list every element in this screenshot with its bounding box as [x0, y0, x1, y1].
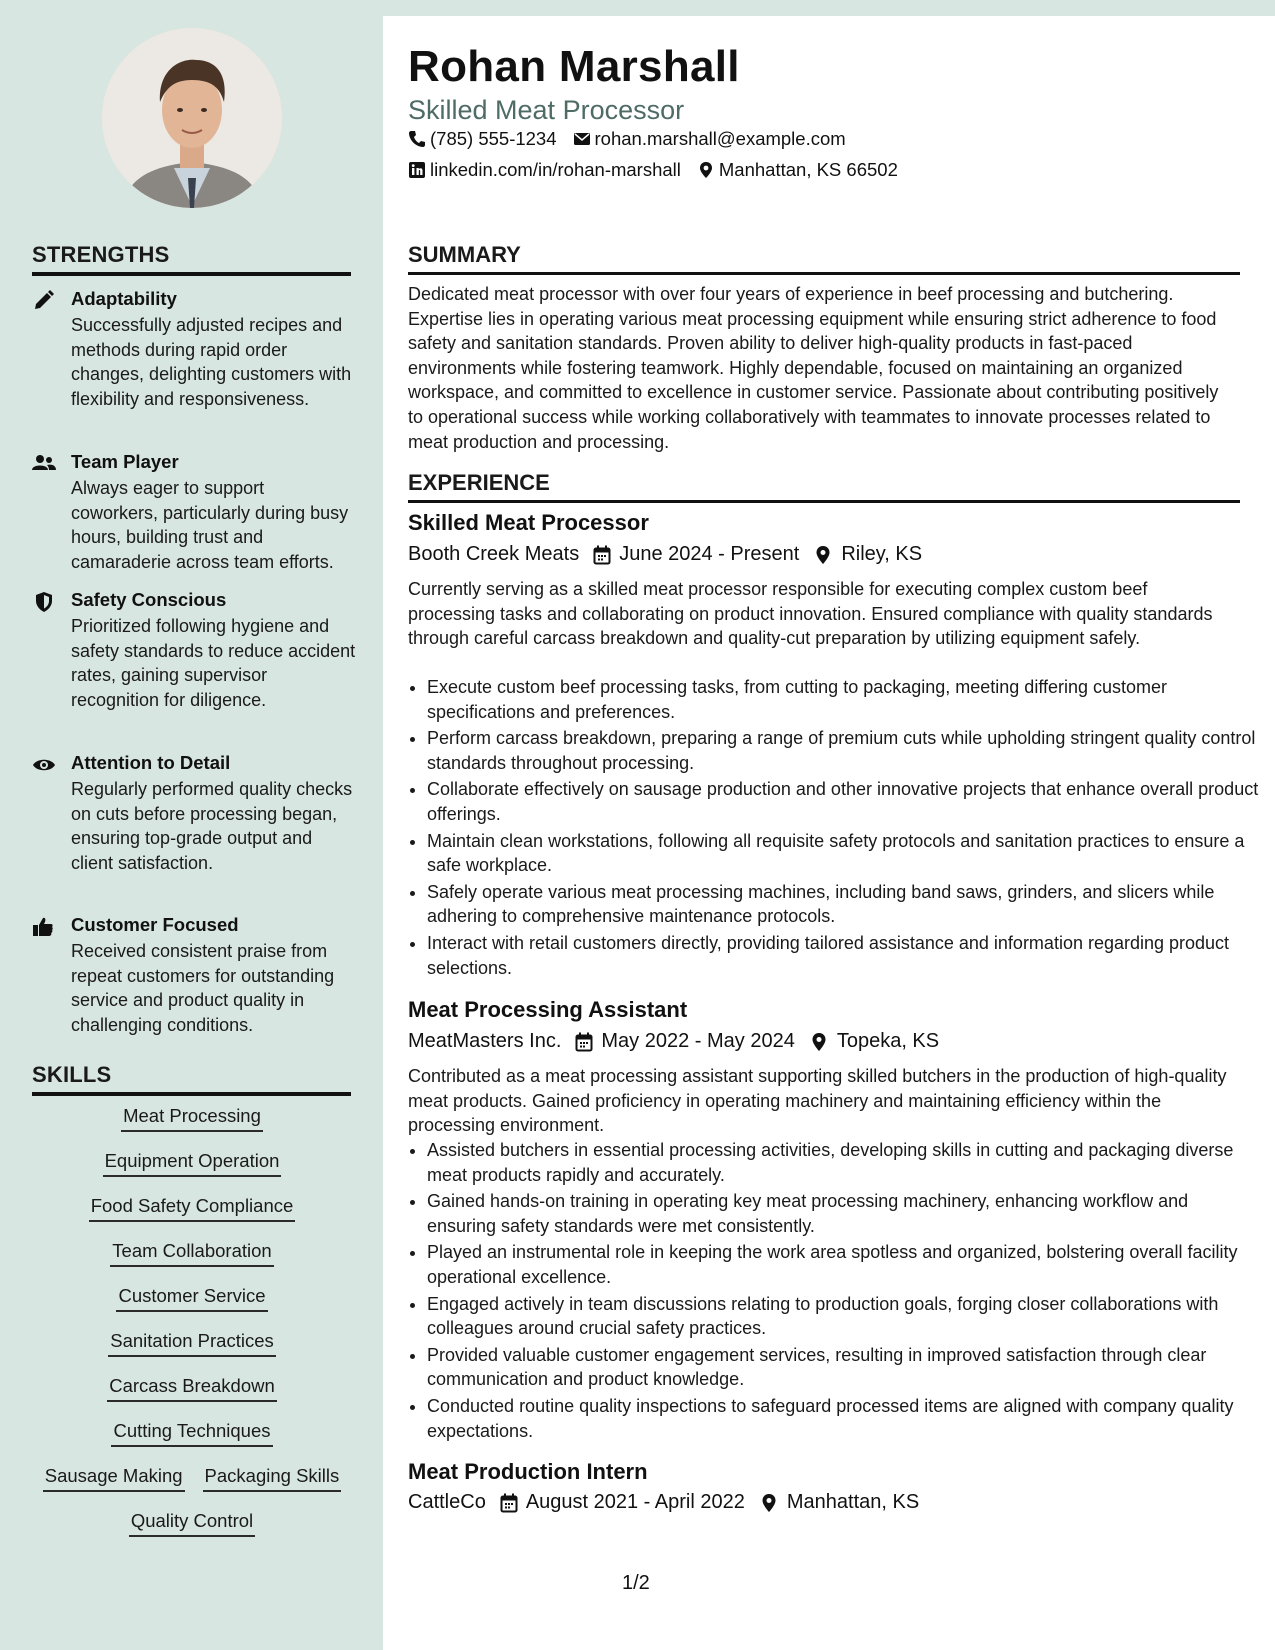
job-dates: May 2022 - May 2024	[601, 1030, 795, 1052]
list-item: • Maintain clean workstations, following all requisite safety protocols and sanitation practices to ensure a safe workplace.	[427, 829, 1259, 878]
summary-text: Dedicated meat processor with over four years of experience in beef processing and butchering. Expertise lies in operating various meat processing equipment while ensuring strict adherence to food safety and sanitation standards. Proven ability to deliver high-quality products in fast-paced environments while fostering teamwork. Highly dependable, focused on maintaining an organized workspace, and committed to excellence in customer service. Passionate about contributing positively to operational success while working collaboratively with teammates to innovate processes related to meat production and processing.	[408, 284, 1219, 452]
summary-heading: SUMMARY	[408, 242, 1240, 275]
strength-desc: Received consistent praise from repeat customers for outstanding service and product quality in challenging conditions.	[71, 941, 335, 1035]
list-item: • Execute custom beef processing tasks, from cutting to packaging, meeting differing customer specifications and preferences.	[427, 675, 1259, 724]
calendar-icon	[575, 1032, 593, 1052]
skill-tag: Equipment Operation	[103, 1149, 282, 1177]
linkedin-icon	[408, 161, 426, 179]
envelope-icon	[573, 130, 591, 148]
strength-desc: Successfully adjusted recipes and methods during rapid order changes, delighting customers with flexibility and responsiveness.	[71, 315, 352, 409]
strength-title: Safety Conscious	[71, 589, 227, 610]
calendar-icon	[593, 545, 611, 565]
list-item: • Assisted butchers in essential processing activities, developing skills in cutting and packaging diverse meat products rapidly and accurately.	[427, 1138, 1259, 1187]
skill-tag: Quality Control	[129, 1509, 255, 1537]
linkedin-link[interactable]: linkedin.com/in/rohan-marshall	[430, 159, 681, 180]
candidate-title: Skilled Meat Processor	[408, 95, 685, 125]
strength-title: Customer Focused	[71, 914, 239, 935]
job-company: MeatMasters Inc.	[408, 1030, 562, 1052]
skills-heading: SKILLS	[32, 1062, 351, 1096]
list-item: • Conducted routine quality inspections to safeguard processed items are aligned with company quality expectations.	[427, 1394, 1259, 1443]
calendar-icon	[500, 1493, 518, 1513]
job-description: Currently serving as a skilled meat processor responsible for executing complex custom beef processing tasks and collaborating on product innovation. Ensured compliance with quality standards through careful carcass breakdown and quality-cut preparation by utilizing equipment safely.	[408, 579, 1213, 649]
users-icon	[32, 453, 56, 475]
list-item: • Played an instrumental role in keeping the work area spotless and organized, bolstering overall facility operational excellence.	[427, 1240, 1259, 1289]
job-bullets	[408, 1138, 1259, 1445]
strength-desc: Always eager to support coworkers, particularly during busy hours, building trust and camaraderie across team efforts.	[71, 478, 349, 572]
strength-desc: Prioritized following hygiene and safety standards to reduce accident rates, gaining supervisor recognition for diligence.	[71, 616, 356, 710]
page-number: 1/2	[622, 1572, 650, 1594]
job-meta	[408, 1491, 919, 1514]
location-text: Manhattan, KS 66502	[718, 159, 898, 180]
strength-title: Adaptability	[71, 288, 177, 309]
map-pin-icon	[697, 161, 715, 179]
strength-title: Attention to Detail	[71, 752, 231, 773]
shield-icon	[32, 591, 56, 613]
skill-tag: Food Safety Compliance	[89, 1194, 296, 1222]
skill-tag: Meat Processing	[121, 1104, 263, 1132]
job-dates: June 2024 - Present	[619, 543, 800, 565]
list-item: • Collaborate effectively on sausage production and other innovative projects that enhance overall product offerings.	[427, 777, 1259, 826]
skill-tag: Sausage Making	[43, 1464, 185, 1492]
experience-heading: EXPERIENCE	[408, 470, 1240, 503]
contact-row-1	[408, 128, 846, 150]
job-meta	[408, 543, 922, 566]
skill-tag: Customer Service	[116, 1284, 267, 1312]
email-link[interactable]: rohan.marshall@example.com	[594, 128, 846, 149]
skill-tag: Cutting Techniques	[111, 1419, 272, 1447]
top-band	[383, 0, 1275, 16]
list-item: • Provided valuable customer engagement services, resulting in improved satisfaction through clear communication and product knowledge.	[427, 1343, 1259, 1392]
skills-list	[32, 1104, 352, 1554]
pencil-icon	[32, 290, 56, 312]
map-pin-icon	[761, 1493, 777, 1513]
list-item: • Safely operate various meat processing machines, including band saws, grinders, and slicers while adhering to comprehensive maintenance protocols.	[427, 880, 1259, 929]
job-role: Skilled Meat Processor	[408, 510, 649, 535]
skill-tag: Team Collaboration	[110, 1239, 273, 1267]
map-pin-icon	[815, 545, 831, 565]
thumbs-up-icon	[32, 916, 56, 938]
job-company: CattleCo	[408, 1491, 486, 1513]
map-pin-icon	[811, 1032, 827, 1052]
profile-photo	[102, 28, 282, 208]
job-role: Meat Production Intern	[408, 1459, 648, 1484]
list-item: • Perform carcass breakdown, preparing a range of premium cuts while upholding stringent quality control standards throughout processing.	[427, 726, 1259, 775]
eye-icon	[32, 754, 56, 776]
job-location: Riley, KS	[841, 543, 923, 565]
list-item: • Engaged actively in team discussions relating to production goals, forging closer collaborations with colleagues around crucial safety practices.	[427, 1292, 1259, 1341]
list-item: • Gained hands-on training in operating key meat processing machinery, enhancing workflow and ensuring safety standards were met consistently.	[427, 1189, 1259, 1238]
job-role: Meat Processing Assistant	[408, 997, 688, 1022]
strength-desc: Regularly performed quality checks on cuts before processing began, ensuring top-grade output and client satisfaction.	[71, 779, 353, 873]
job-meta	[408, 1030, 939, 1053]
job-location: Topeka, KS	[836, 1030, 940, 1052]
job-description: Contributed as a meat processing assistant supporting skilled butchers in the production of high-quality meat products. Gained proficiency in operating machinery and maintaining efficiency within the processing environment.	[408, 1066, 1227, 1136]
skill-tag: Packaging Skills	[203, 1464, 342, 1492]
strength-title: Team Player	[71, 451, 179, 472]
job-company: Booth Creek Meats	[408, 543, 580, 565]
job-dates: August 2021 - April 2022	[525, 1491, 745, 1513]
list-item: • Interact with retail customers directly, providing tailored assistance and information regarding product selections.	[427, 931, 1259, 980]
job-bullets	[408, 675, 1259, 982]
job-location: Manhattan, KS	[786, 1491, 920, 1513]
skill-tag: Carcass Breakdown	[107, 1374, 277, 1402]
skill-tag: Sanitation Practices	[108, 1329, 276, 1357]
strengths-heading: STRENGTHS	[32, 242, 351, 276]
contact-row-2	[408, 159, 898, 181]
phone-number[interactable]: (785) 555-1234	[430, 128, 557, 149]
phone-icon	[408, 130, 426, 148]
candidate-name: Rohan Marshall	[408, 42, 740, 91]
